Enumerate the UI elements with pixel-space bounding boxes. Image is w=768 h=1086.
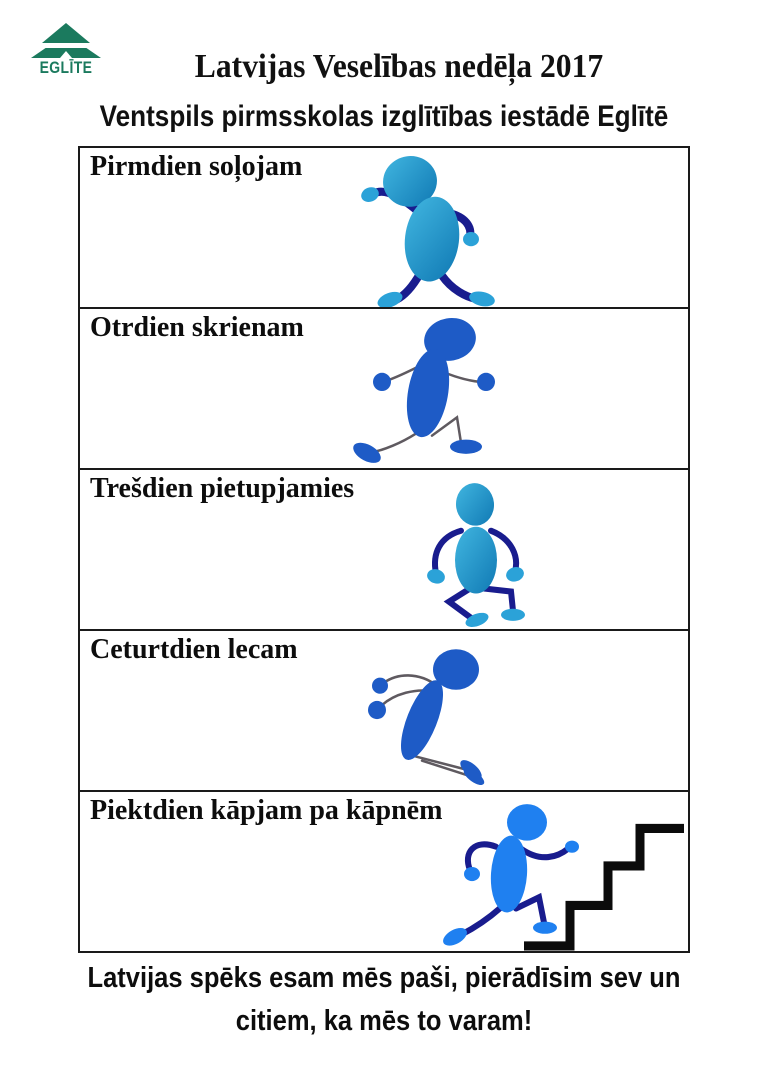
slogan-line-2: citiem, ka mēs to varam! — [235, 1005, 533, 1037]
activity-label: Pirmdien soļojam — [90, 151, 303, 182]
table-row-wednesday — [80, 468, 688, 629]
footer-slogan — [0, 957, 768, 1043]
table-row-friday — [80, 790, 688, 951]
activity-label: Trešdien pietupjamies — [90, 473, 355, 504]
page-subtitle: Ventspils pirmsskolas izglītības iestādē Eglītē — [99, 100, 669, 133]
table-row-thursday — [80, 629, 688, 790]
logo-text: EGLĪTE — [39, 58, 93, 77]
activity-label: Ceturtdien lecam — [90, 634, 298, 665]
slogan-line-1: Latvijas spēks esam mēs paši, pierādīsim sev un — [87, 962, 681, 994]
activity-label: Otrdien skrienam — [90, 312, 304, 343]
activity-label: Piektdien kāpjam pa kāpnēm — [90, 795, 443, 826]
table-row-tuesday — [80, 307, 688, 468]
table-row-monday — [80, 148, 688, 307]
activity-table — [78, 146, 690, 953]
page-title: Latvijas Veselības nedēļa 2017 — [194, 48, 604, 85]
